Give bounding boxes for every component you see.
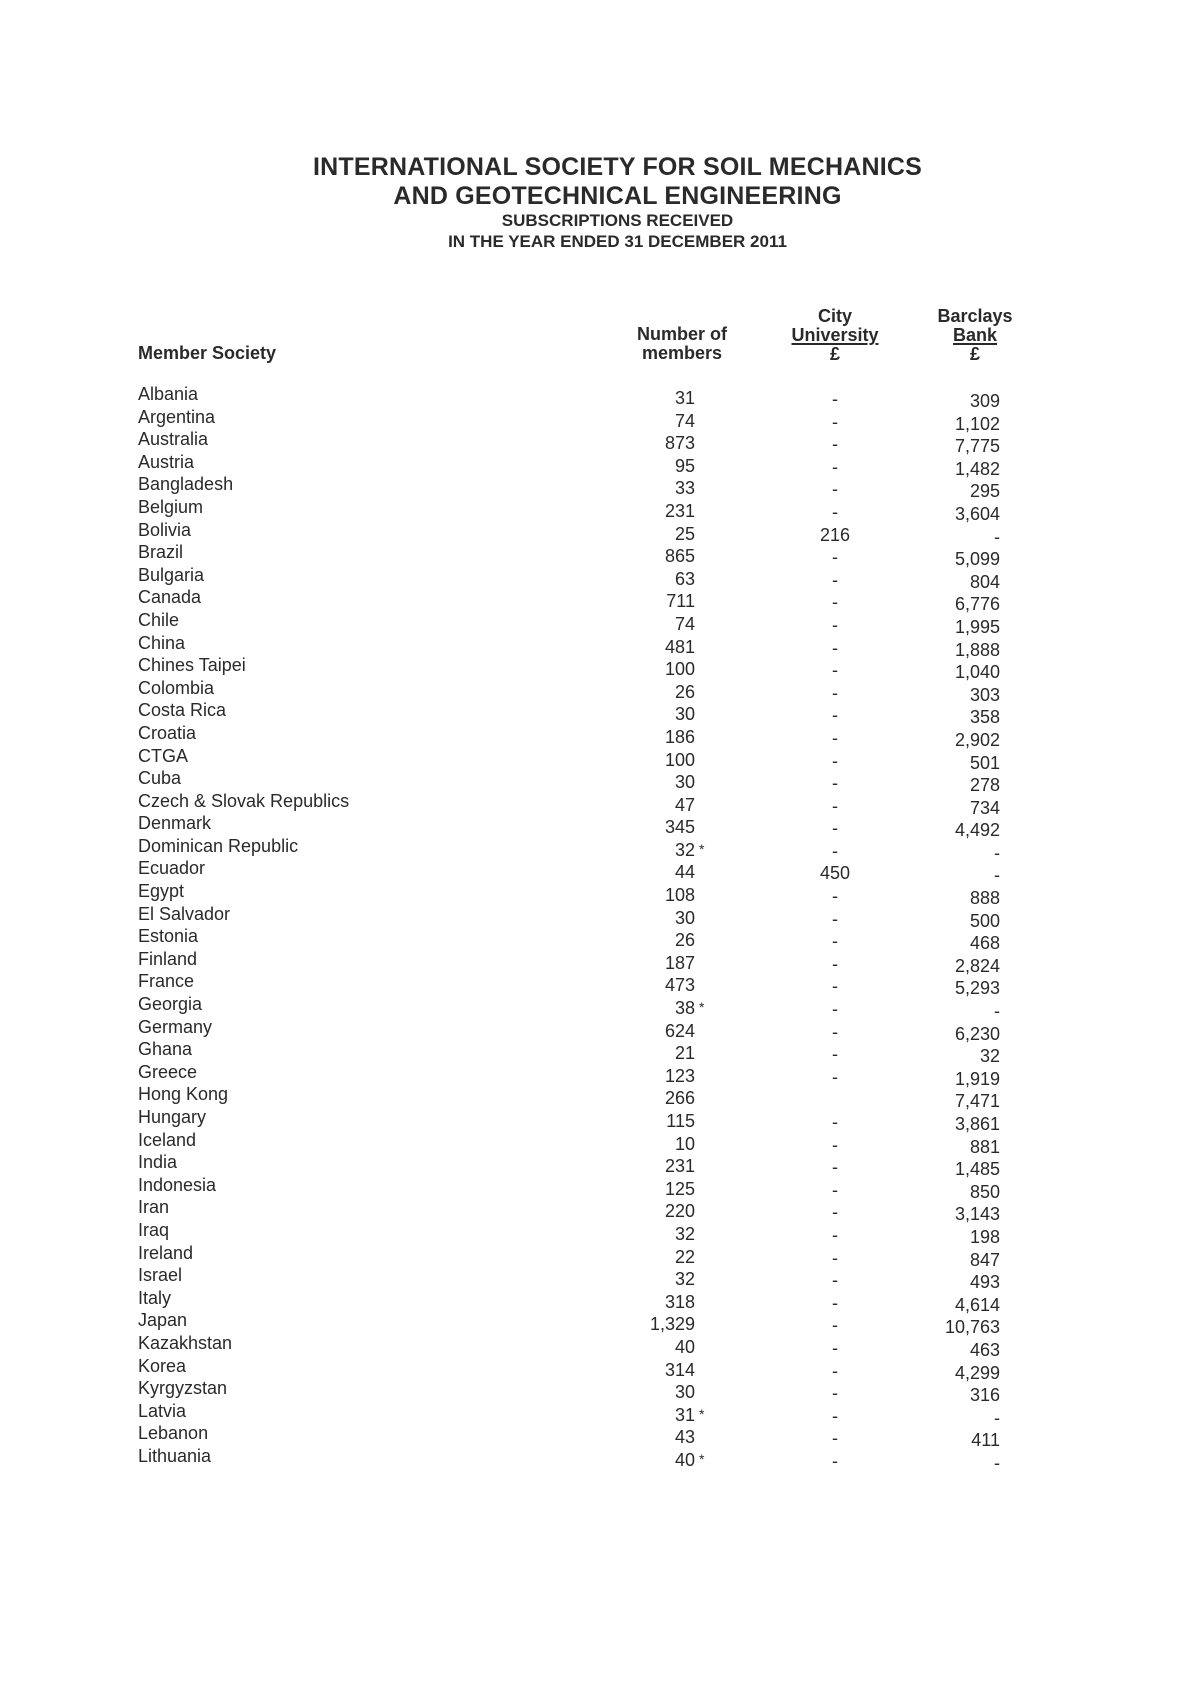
subtitle-line-2: IN THE YEAR ENDED 31 DECEMBER 2011 bbox=[448, 232, 787, 251]
barclays-bank-amount: 6,230 bbox=[954, 1023, 1000, 1044]
table-row bbox=[0, 903, 1197, 931]
member-count: 32 bbox=[674, 839, 695, 860]
barclays-bank-amount: 3,861 bbox=[954, 1114, 1000, 1134]
table-row bbox=[0, 1107, 1197, 1134]
city-university-amount: - bbox=[832, 547, 838, 568]
column-header-city-line-1: City bbox=[817, 306, 852, 326]
member-society-name: Georgia bbox=[138, 994, 203, 1015]
member-society-name: Colombia bbox=[138, 677, 215, 698]
member-count: 100 bbox=[664, 659, 695, 680]
table-row bbox=[0, 971, 1197, 999]
column-header-members bbox=[622, 325, 742, 363]
barclays-bank-amount: 1,888 bbox=[954, 639, 1000, 660]
member-count: 63 bbox=[674, 568, 695, 589]
table-row bbox=[0, 1242, 1197, 1270]
city-university-amount: - bbox=[832, 389, 838, 409]
column-header-city-university bbox=[780, 307, 890, 364]
member-count: 74 bbox=[674, 613, 695, 634]
barclays-bank-amount: 278 bbox=[969, 775, 1000, 796]
member-count: 473 bbox=[664, 975, 695, 996]
member-society-name: CTGA bbox=[138, 745, 189, 766]
table-row bbox=[0, 655, 1197, 683]
document-header bbox=[0, 152, 1197, 252]
barclays-bank-amount: 850 bbox=[969, 1181, 1000, 1202]
member-society-name: Chines Taipei bbox=[138, 655, 246, 676]
member-society-name: Ghana bbox=[138, 1039, 193, 1060]
column-header-members-line-1: Number of bbox=[637, 324, 727, 344]
city-university-amount: 216 bbox=[819, 524, 851, 545]
barclays-bank-amount: - bbox=[994, 1452, 1000, 1473]
member-society-name: Bolivia bbox=[138, 519, 192, 540]
table-header bbox=[0, 306, 1197, 366]
table-row bbox=[0, 994, 1197, 1022]
barclays-bank-amount: 2,902 bbox=[954, 729, 1000, 750]
member-society-name: Albania bbox=[138, 384, 199, 404]
table-row bbox=[0, 1197, 1197, 1225]
member-count: 1,329 bbox=[649, 1314, 695, 1335]
column-header-members-line-2: members bbox=[641, 343, 723, 363]
member-society-name: Canada bbox=[138, 587, 202, 608]
table-row bbox=[0, 1378, 1197, 1406]
member-count: 231 bbox=[664, 500, 695, 521]
table-row bbox=[0, 496, 1197, 524]
member-society-name: Finland bbox=[138, 948, 198, 969]
footnote-marker: * bbox=[699, 1450, 705, 1467]
city-university-amount: - bbox=[832, 637, 838, 658]
member-count: 345 bbox=[664, 817, 695, 838]
city-university-amount: - bbox=[832, 1044, 838, 1065]
barclays-bank-amount: 309 bbox=[969, 391, 1000, 411]
member-count: 32 bbox=[674, 1269, 695, 1290]
member-count: 40 bbox=[674, 1449, 695, 1470]
barclays-bank-amount: - bbox=[994, 526, 1000, 547]
member-count: 47 bbox=[674, 794, 695, 815]
member-society-name: Estonia bbox=[138, 926, 199, 947]
table-row bbox=[0, 1332, 1197, 1360]
member-society-name: Iraq bbox=[138, 1219, 170, 1240]
member-society-name: India bbox=[138, 1152, 178, 1173]
barclays-bank-amount: 7,775 bbox=[954, 436, 1000, 457]
city-university-amount: - bbox=[832, 1247, 838, 1268]
barclays-bank-amount: 463 bbox=[969, 1339, 1000, 1360]
member-society-name: Dominican Republic bbox=[138, 835, 299, 856]
barclays-bank-amount: 888 bbox=[969, 888, 1000, 909]
city-university-amount: - bbox=[832, 727, 838, 748]
member-society-name: Lebanon bbox=[138, 1423, 209, 1444]
table-row bbox=[0, 1061, 1197, 1089]
barclays-bank-amount: 316 bbox=[969, 1385, 1000, 1406]
member-society-name: Bulgaria bbox=[138, 564, 205, 585]
member-society-name: Korea bbox=[138, 1355, 187, 1376]
barclays-bank-amount: 1,482 bbox=[954, 458, 1000, 479]
city-university-amount: - bbox=[832, 840, 838, 861]
barclays-bank-amount: 4,614 bbox=[954, 1294, 1000, 1315]
member-count: 30 bbox=[674, 907, 695, 928]
member-count: 31 bbox=[674, 1404, 695, 1425]
member-society-name: Kyrgyzstan bbox=[138, 1378, 228, 1399]
member-society-name: France bbox=[138, 971, 195, 992]
title-line-1: INTERNATIONAL SOCIETY FOR SOIL MECHANICS bbox=[313, 153, 922, 181]
city-university-amount: - bbox=[832, 908, 838, 929]
member-count: 100 bbox=[664, 749, 695, 770]
city-university-amount: - bbox=[832, 1270, 838, 1291]
city-university-amount: - bbox=[832, 1021, 838, 1042]
table-row bbox=[0, 1016, 1197, 1044]
member-count: 624 bbox=[664, 1020, 695, 1041]
member-society-name: Belgium bbox=[138, 496, 204, 517]
table-row bbox=[0, 1265, 1197, 1293]
table-row bbox=[0, 1084, 1197, 1112]
barclays-bank-amount: 501 bbox=[969, 752, 1000, 773]
table-row bbox=[0, 474, 1197, 502]
table-row bbox=[0, 1152, 1197, 1180]
member-count: 21 bbox=[674, 1043, 695, 1064]
city-university-amount: - bbox=[832, 1179, 838, 1200]
member-count: 95 bbox=[674, 455, 695, 476]
barclays-bank-amount: - bbox=[994, 1001, 1000, 1022]
city-university-amount: - bbox=[832, 1315, 838, 1336]
city-university-amount: - bbox=[832, 1360, 838, 1381]
table-row bbox=[0, 384, 1197, 411]
footnote-marker: * bbox=[699, 1405, 705, 1422]
member-society-name: Austria bbox=[138, 451, 195, 472]
member-count: 125 bbox=[664, 1178, 695, 1199]
member-count: 115 bbox=[666, 1111, 695, 1131]
barclays-bank-amount: 493 bbox=[969, 1272, 1000, 1293]
member-count: 30 bbox=[674, 772, 695, 793]
member-society-name: Denmark bbox=[138, 813, 212, 834]
barclays-bank-amount: 4,492 bbox=[954, 820, 1000, 841]
city-university-amount: - bbox=[832, 434, 838, 455]
table-row bbox=[0, 790, 1197, 818]
city-university-amount: - bbox=[832, 886, 838, 907]
member-society-name: Ecuador bbox=[138, 858, 206, 879]
footnote-marker: * bbox=[699, 840, 705, 857]
member-society-name: Italy bbox=[138, 1287, 172, 1308]
table-row bbox=[0, 1400, 1197, 1428]
member-count: 873 bbox=[664, 433, 695, 454]
member-society-name: Hungary bbox=[138, 1107, 207, 1127]
barclays-bank-amount: 358 bbox=[969, 707, 1000, 728]
barclays-bank-amount: 5,293 bbox=[954, 978, 1000, 999]
member-count: 318 bbox=[664, 1291, 695, 1312]
member-count: 220 bbox=[664, 1201, 695, 1222]
column-header-bank-currency: £ bbox=[969, 344, 980, 364]
city-university-amount: - bbox=[832, 1428, 838, 1449]
member-count: 44 bbox=[674, 862, 695, 883]
member-count: 481 bbox=[664, 636, 695, 657]
city-university-amount: - bbox=[832, 411, 838, 432]
city-university-amount: - bbox=[832, 456, 838, 477]
barclays-bank-amount: 32 bbox=[979, 1046, 1000, 1067]
member-society-name: Germany bbox=[138, 1016, 213, 1037]
member-count: 314 bbox=[664, 1359, 695, 1380]
barclays-bank-amount: 5,099 bbox=[954, 549, 1000, 570]
member-count: 43 bbox=[674, 1427, 695, 1448]
member-count: 32 bbox=[674, 1223, 695, 1244]
barclays-bank-amount: - bbox=[994, 842, 1000, 863]
table-row bbox=[0, 768, 1197, 796]
city-university-amount: - bbox=[832, 1383, 838, 1404]
city-university-amount: - bbox=[832, 1066, 838, 1087]
table-row bbox=[0, 700, 1197, 728]
title-line-2: AND GEOTECHNICAL ENGINEERING bbox=[393, 182, 842, 210]
barclays-bank-amount: 3,143 bbox=[954, 1204, 1000, 1225]
city-university-amount: - bbox=[832, 569, 838, 590]
member-society-name: Iran bbox=[138, 1197, 170, 1218]
table-row bbox=[0, 609, 1197, 637]
member-society-name: Argentina bbox=[138, 406, 216, 427]
member-count: 40 bbox=[674, 1336, 695, 1357]
table-row bbox=[0, 406, 1197, 434]
member-count: 25 bbox=[674, 523, 695, 544]
city-university-amount: - bbox=[832, 501, 838, 522]
barclays-bank-amount: 468 bbox=[969, 933, 1000, 954]
member-society-name: Greece bbox=[138, 1061, 198, 1082]
city-university-amount: - bbox=[832, 953, 838, 974]
member-society-name: Chile bbox=[138, 609, 180, 630]
table-row bbox=[0, 1039, 1197, 1067]
table-row bbox=[0, 1310, 1197, 1338]
table-row bbox=[0, 858, 1197, 886]
member-society-name: Latvia bbox=[138, 1400, 187, 1421]
member-society-name: Australia bbox=[138, 429, 209, 450]
city-university-amount: - bbox=[832, 479, 838, 500]
member-society-name: Japan bbox=[138, 1310, 188, 1331]
city-university-amount: - bbox=[832, 1292, 838, 1313]
member-count: 865 bbox=[664, 546, 695, 567]
barclays-bank-amount: 198 bbox=[969, 1226, 1000, 1247]
table-row bbox=[0, 542, 1197, 570]
member-society-name: Lithuania bbox=[138, 1445, 212, 1466]
table-row bbox=[0, 429, 1197, 457]
city-university-amount: - bbox=[832, 614, 838, 635]
member-society-name: Hong Kong bbox=[138, 1084, 229, 1105]
barclays-bank-amount: 4,299 bbox=[954, 1362, 1000, 1383]
barclays-bank-amount: 1,040 bbox=[954, 662, 1000, 683]
member-society-name: El Salvador bbox=[138, 903, 231, 924]
table-row bbox=[0, 948, 1197, 976]
barclays-bank-amount: 10,763 bbox=[944, 1317, 1000, 1338]
barclays-bank-amount: 804 bbox=[969, 571, 1000, 592]
member-count: 108 bbox=[664, 885, 695, 906]
city-university-amount: - bbox=[832, 818, 838, 839]
city-university-amount: - bbox=[832, 1134, 838, 1155]
member-count: 74 bbox=[674, 410, 695, 431]
member-society-name: Czech & Slovak Republics bbox=[138, 790, 350, 811]
member-society-name: Indonesia bbox=[138, 1174, 217, 1195]
barclays-bank-amount: 847 bbox=[969, 1249, 1000, 1270]
table-row bbox=[0, 813, 1197, 841]
city-university-amount: - bbox=[832, 660, 838, 681]
member-society-name: Egypt bbox=[138, 881, 185, 902]
table-row bbox=[0, 564, 1197, 592]
column-header-bank-line-2: Bank bbox=[952, 325, 997, 345]
table-row bbox=[0, 1287, 1197, 1315]
table-row bbox=[0, 835, 1197, 863]
city-university-amount: - bbox=[832, 705, 838, 726]
table-row bbox=[0, 1423, 1197, 1451]
city-university-amount: 450 bbox=[819, 863, 851, 884]
subtitle-line-1: SUBSCRIPTIONS RECEIVED bbox=[501, 211, 734, 230]
city-university-amount: - bbox=[832, 773, 838, 794]
barclays-bank-amount: - bbox=[994, 1407, 1000, 1428]
member-society-name: Bangladesh bbox=[138, 474, 234, 495]
member-society-name: China bbox=[138, 632, 186, 653]
member-count: 231 bbox=[664, 1156, 695, 1177]
city-university-amount: - bbox=[832, 1337, 838, 1358]
city-university-amount: - bbox=[832, 931, 838, 952]
barclays-bank-amount: 881 bbox=[969, 1136, 1000, 1157]
table-row bbox=[0, 1174, 1197, 1202]
table-row bbox=[0, 587, 1197, 615]
table-row bbox=[0, 722, 1197, 750]
barclays-bank-amount: - bbox=[994, 865, 1000, 886]
city-university-amount: - bbox=[832, 1112, 838, 1132]
barclays-bank-amount: 1,102 bbox=[954, 413, 1000, 434]
barclays-bank-amount: 500 bbox=[969, 910, 1000, 931]
table-row bbox=[0, 926, 1197, 954]
city-university-amount: - bbox=[832, 999, 838, 1020]
city-university-amount: - bbox=[832, 1224, 838, 1245]
member-count: 38 bbox=[674, 998, 695, 1019]
member-count: 26 bbox=[674, 681, 695, 702]
column-header-society: Member Society bbox=[138, 343, 277, 363]
barclays-bank-amount: 7,471 bbox=[954, 1091, 1000, 1112]
member-count: 266 bbox=[664, 1088, 695, 1109]
member-society-name: Costa Rica bbox=[138, 700, 227, 721]
table-row bbox=[0, 451, 1197, 479]
member-society-name: Cuba bbox=[138, 768, 182, 789]
table-row bbox=[0, 1355, 1197, 1383]
barclays-bank-amount: 1,995 bbox=[954, 616, 1000, 637]
table-row bbox=[0, 881, 1197, 909]
table-row bbox=[0, 677, 1197, 705]
table-row bbox=[0, 1445, 1197, 1473]
member-society-name: Iceland bbox=[138, 1129, 197, 1150]
footnote-marker: * bbox=[699, 999, 705, 1016]
city-university-amount: - bbox=[832, 750, 838, 771]
member-count: 123 bbox=[664, 1065, 695, 1086]
member-society-name: Croatia bbox=[138, 722, 197, 743]
member-count: 30 bbox=[674, 1382, 695, 1403]
table-row bbox=[0, 1129, 1197, 1157]
member-count: 10 bbox=[674, 1133, 695, 1154]
member-count: 31 bbox=[674, 388, 695, 408]
barclays-bank-amount: 1,485 bbox=[954, 1159, 1000, 1180]
member-count: 30 bbox=[674, 704, 695, 725]
table-row bbox=[0, 519, 1197, 547]
city-university-amount: - bbox=[832, 1450, 838, 1471]
member-count: 33 bbox=[674, 478, 695, 499]
city-university-amount: - bbox=[832, 682, 838, 703]
city-university-amount: - bbox=[832, 976, 838, 997]
city-university-amount: - bbox=[832, 1157, 838, 1178]
member-society-name: Brazil bbox=[138, 542, 184, 563]
column-header-city-line-2: University bbox=[791, 325, 879, 345]
member-society-name: Kazakhstan bbox=[138, 1332, 233, 1353]
barclays-bank-amount: 3,604 bbox=[954, 503, 1000, 524]
barclays-bank-amount: 411 bbox=[971, 1430, 1000, 1451]
member-count: 26 bbox=[674, 930, 695, 951]
column-header-city-currency: £ bbox=[829, 344, 840, 364]
table-row bbox=[0, 745, 1197, 773]
column-header-barclays-bank bbox=[920, 307, 1030, 364]
table-row bbox=[0, 632, 1197, 660]
barclays-bank-amount: 734 bbox=[969, 797, 1000, 818]
member-count: 711 bbox=[666, 591, 695, 612]
member-count: 186 bbox=[664, 726, 695, 747]
member-count: 22 bbox=[674, 1246, 695, 1267]
barclays-bank-amount: 303 bbox=[969, 684, 1000, 705]
table-row bbox=[0, 1219, 1197, 1247]
table-body bbox=[0, 384, 1197, 1473]
member-society-name: Ireland bbox=[138, 1242, 194, 1263]
member-society-name: Israel bbox=[138, 1265, 183, 1286]
barclays-bank-amount: 1,919 bbox=[954, 1068, 1000, 1089]
barclays-bank-amount: 2,824 bbox=[954, 955, 1000, 976]
barclays-bank-amount: 295 bbox=[969, 481, 1000, 502]
city-university-amount: - bbox=[832, 1202, 838, 1223]
city-university-amount: - bbox=[832, 592, 838, 613]
barclays-bank-amount: 6,776 bbox=[954, 594, 1000, 615]
city-university-amount: - bbox=[832, 795, 838, 816]
city-university-amount: - bbox=[832, 1405, 838, 1426]
column-header-bank-line-1: Barclays bbox=[937, 306, 1013, 326]
member-count: 187 bbox=[664, 952, 695, 973]
